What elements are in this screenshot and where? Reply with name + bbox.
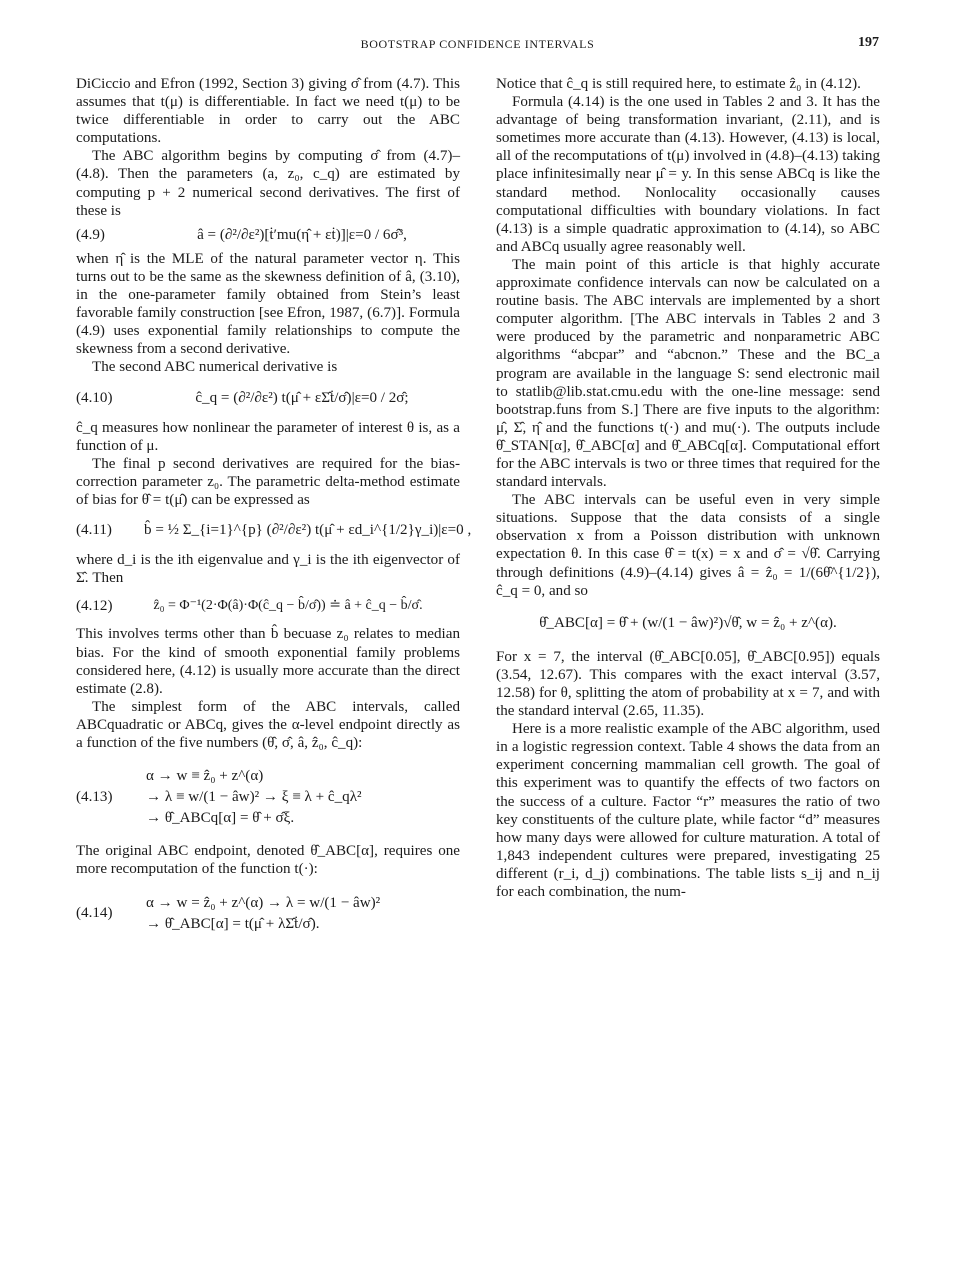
equation-4-14 xyxy=(76,891,460,936)
left-column xyxy=(76,75,472,948)
page-header xyxy=(76,37,879,57)
equation-number: (4.12) xyxy=(76,598,113,615)
equation-abc-poisson: θ̂_ABC[α] = θ̂ + (w/(1 − âw)²)√θ̂, w = ẑ₀ + z^(α). xyxy=(539,614,837,631)
equation-number: (4.9) xyxy=(76,226,105,243)
equation-4-13 xyxy=(76,764,460,830)
left-paragraph-10: The original ABC endpoint, denoted θ̂_ABC[α], requires one more recomputation of the function t(·): xyxy=(76,843,460,878)
equation-4-11 xyxy=(76,521,472,539)
right-paragraph-5: For x = 7, the interval (θ̂_ABC[0.05], θ̂_ABC[0.95]) equals (3.54, 12.67). This compares with the exact interval (3.57, 12.58) for θ, splitting the atom of probability at x = 7, and with the standard interval (2.65, 11.35). xyxy=(496,648,880,720)
right-paragraph-6: Here is a more realistic example of the ABC algorithm, used in a logistic regression context. Table 4 shows the data from an experiment concerning mammalian cell growth. The goal of this experiment was to quantify the effects of two factors on the success of a culture. Factor “r” measures the ratio of two key constituents of the culture plate, while factor “d” measures how many days were allowed for culture maturation. A total of 1,843 independent cultures were prepared, investigating 25 different (r_i, d_j) combinations. The table lists s_ij and n_ij for each combination, the num- xyxy=(496,721,880,901)
equation-body xyxy=(144,891,460,936)
right-paragraph-4: The ABC intervals can be useful even in very simple situations. Suppose that the data consists of a single observation x from a Poisson distribution with unknown expectation θ. In this case θ̂ = t(x) = x and σ̂ = √θ̂. Carrying through definitions (4.9)–(4.14) gives â = ẑ₀ = 1/(6θ̂^{1/2}), ĉ_q = 0, and so xyxy=(496,492,880,599)
left-paragraph-6: The final p second derivatives are required for the bias-correction parameter z₀. The parametric delta-method estimate of bias for θ̂ = t(μ̂) can be expressed as xyxy=(76,455,460,508)
right-paragraph-2: Formula (4.14) is the one used in Tables 2 and 3. It has the advantage of being transformation invariant, (2.11), and is sometimes more accurate than (4.13). However, (4.13) is local, all of the recomputations of t(μ) involved in (4.8)–(4.13) taking place infinitesimally near μ̂ = y. In this sense ABCq is like the standard method. Nonlocality occasionally causes computational difficulties with boundary violations. In fact (4.13) is a simple quadratic approximation to (4.14), so ABC and ABCq usually agree reasonably well. xyxy=(496,94,880,255)
equation-number: (4.13) xyxy=(76,789,113,806)
left-paragraph-7: where d_i is the ith eigenvalue and γ_i is the ith eigenvector of Σ̂. Then xyxy=(76,552,460,587)
equation-number: (4.10) xyxy=(76,389,113,406)
equation-body: â = (∂²/∂ε²)[ṫ′mu(η̂ + εṫ)]|ε=0 / 6σ̂³, xyxy=(197,226,407,243)
left-paragraph-5: ĉ_q measures how nonlinear the parameter of interest θ is, as a function of μ. xyxy=(76,419,460,454)
equation-4-10 xyxy=(76,389,460,407)
equation-body: b̂ = ½ Σ_{i=1}^{p} (∂²/∂ε²) t(μ̂ + εd_i^{1/2}γ_i)|ε=0 , xyxy=(144,522,472,539)
equation-line: → θ̂_ABCq[α] = θ̂ + σ̂ξ. xyxy=(146,810,295,827)
equation-4-9 xyxy=(76,226,460,244)
right-paragraph-3: The main point of this article is that highly accurate approximate confidence intervals can now be calculated on a routine basis. The ABC intervals are implemented by a short computer algorithm. [The ABC intervals in Tables 2 and 3 were produced by the parametric and nonparametric ABC algorithms “abcpar” and “abcnon.” These and the BC_a program are available in the language S: send electronic mail to statlib@lib.stat.cmu.edu with the one-line message: send bootstrap.funs from S.] There are five inputs to the algorithm: μ̂, Σ̂, η̂ and the functions t(·) and mu(·). The outputs include θ̂_STAN[α], θ̂_ABC[α] and θ̂_ABCq[α]. Computational effort for the ABC intervals is two or three times that required for the standard intervals. xyxy=(496,256,880,491)
equation-line: → λ ≡ w/(1 − âw)² → ξ ≡ λ + ĉ_qλ² xyxy=(146,789,362,806)
equation-body: ĉ_q = (∂²/∂ε²) t(μ̂ + εΣ̂ṫ/σ̂)|ε=0 / 2σ̂; xyxy=(195,389,409,406)
right-paragraph-1: Notice that ĉ_q is still required here, to estimate ẑ₀ in (4.12). xyxy=(496,76,861,92)
left-paragraph-9: The simplest form of the ABC intervals, called ABCquadratic or ABCq, gives the α-level endpoint directly as a function of the five numbers (θ̂, σ̂, â, ẑ₀, ĉ_q): xyxy=(76,698,460,751)
equation-line: → θ̂_ABC[α] = t(μ̂ + λΣ̂ṫ/σ̂). xyxy=(146,915,320,932)
equation-body xyxy=(144,764,460,830)
equation-number: (4.11) xyxy=(76,522,112,539)
equation-body: ẑ₀ = Φ⁻¹(2·Φ(â)·Φ(ĉ_q − b̂/σ̂)) ≐ â + ĉ_q − b̂/σ̂. xyxy=(153,598,423,614)
equation-number: (4.14) xyxy=(76,905,113,922)
left-paragraph-3: when η̂ is the MLE of the natural parameter vector η. This turns out to be the same as the skewness definition of â, (3.10), in the one-parameter family obtained from Stein’s least favorable family construction [see Efron, 1987, (6.7)]. Formula (4.9) uses exponential family relationships to compute the skewness from a second derivative. xyxy=(76,250,460,358)
left-paragraph-4: The second ABC numerical derivative is xyxy=(92,359,338,376)
right-column xyxy=(496,75,880,901)
left-paragraph-2: The ABC algorithm begins by computing σ̂ from (4.7)–(4.8). Then the parameters (a, z₀, c_q) are estimated by computing p + 2 numerical second derivatives. The first of these is xyxy=(76,148,460,219)
running-title: BOOTSTRAP CONFIDENCE INTERVALS xyxy=(360,37,595,51)
equation-line: α → w ≡ ẑ₀ + z^(α) xyxy=(146,768,264,785)
page-number: 197 xyxy=(858,35,879,50)
left-paragraph-1: DiCiccio and Efron (1992, Section 3) giving σ̂ from (4.7). This assumes that t(μ) is differentiable. In fact we need t(μ) to be twice differentiable in order to carry out the ABC computations. xyxy=(76,76,460,147)
equation-line: α → w = ẑ₀ + z^(α) → λ = w/(1 − âw)² xyxy=(146,894,381,911)
equation-4-12 xyxy=(76,597,460,615)
left-paragraph-8: This involves terms other than b̂ becuase z₀ relates to median bias. For the kind of smooth exponential family problems considered here, (4.12) is usually more accurate than the direct estimate (2.8). xyxy=(76,626,460,697)
